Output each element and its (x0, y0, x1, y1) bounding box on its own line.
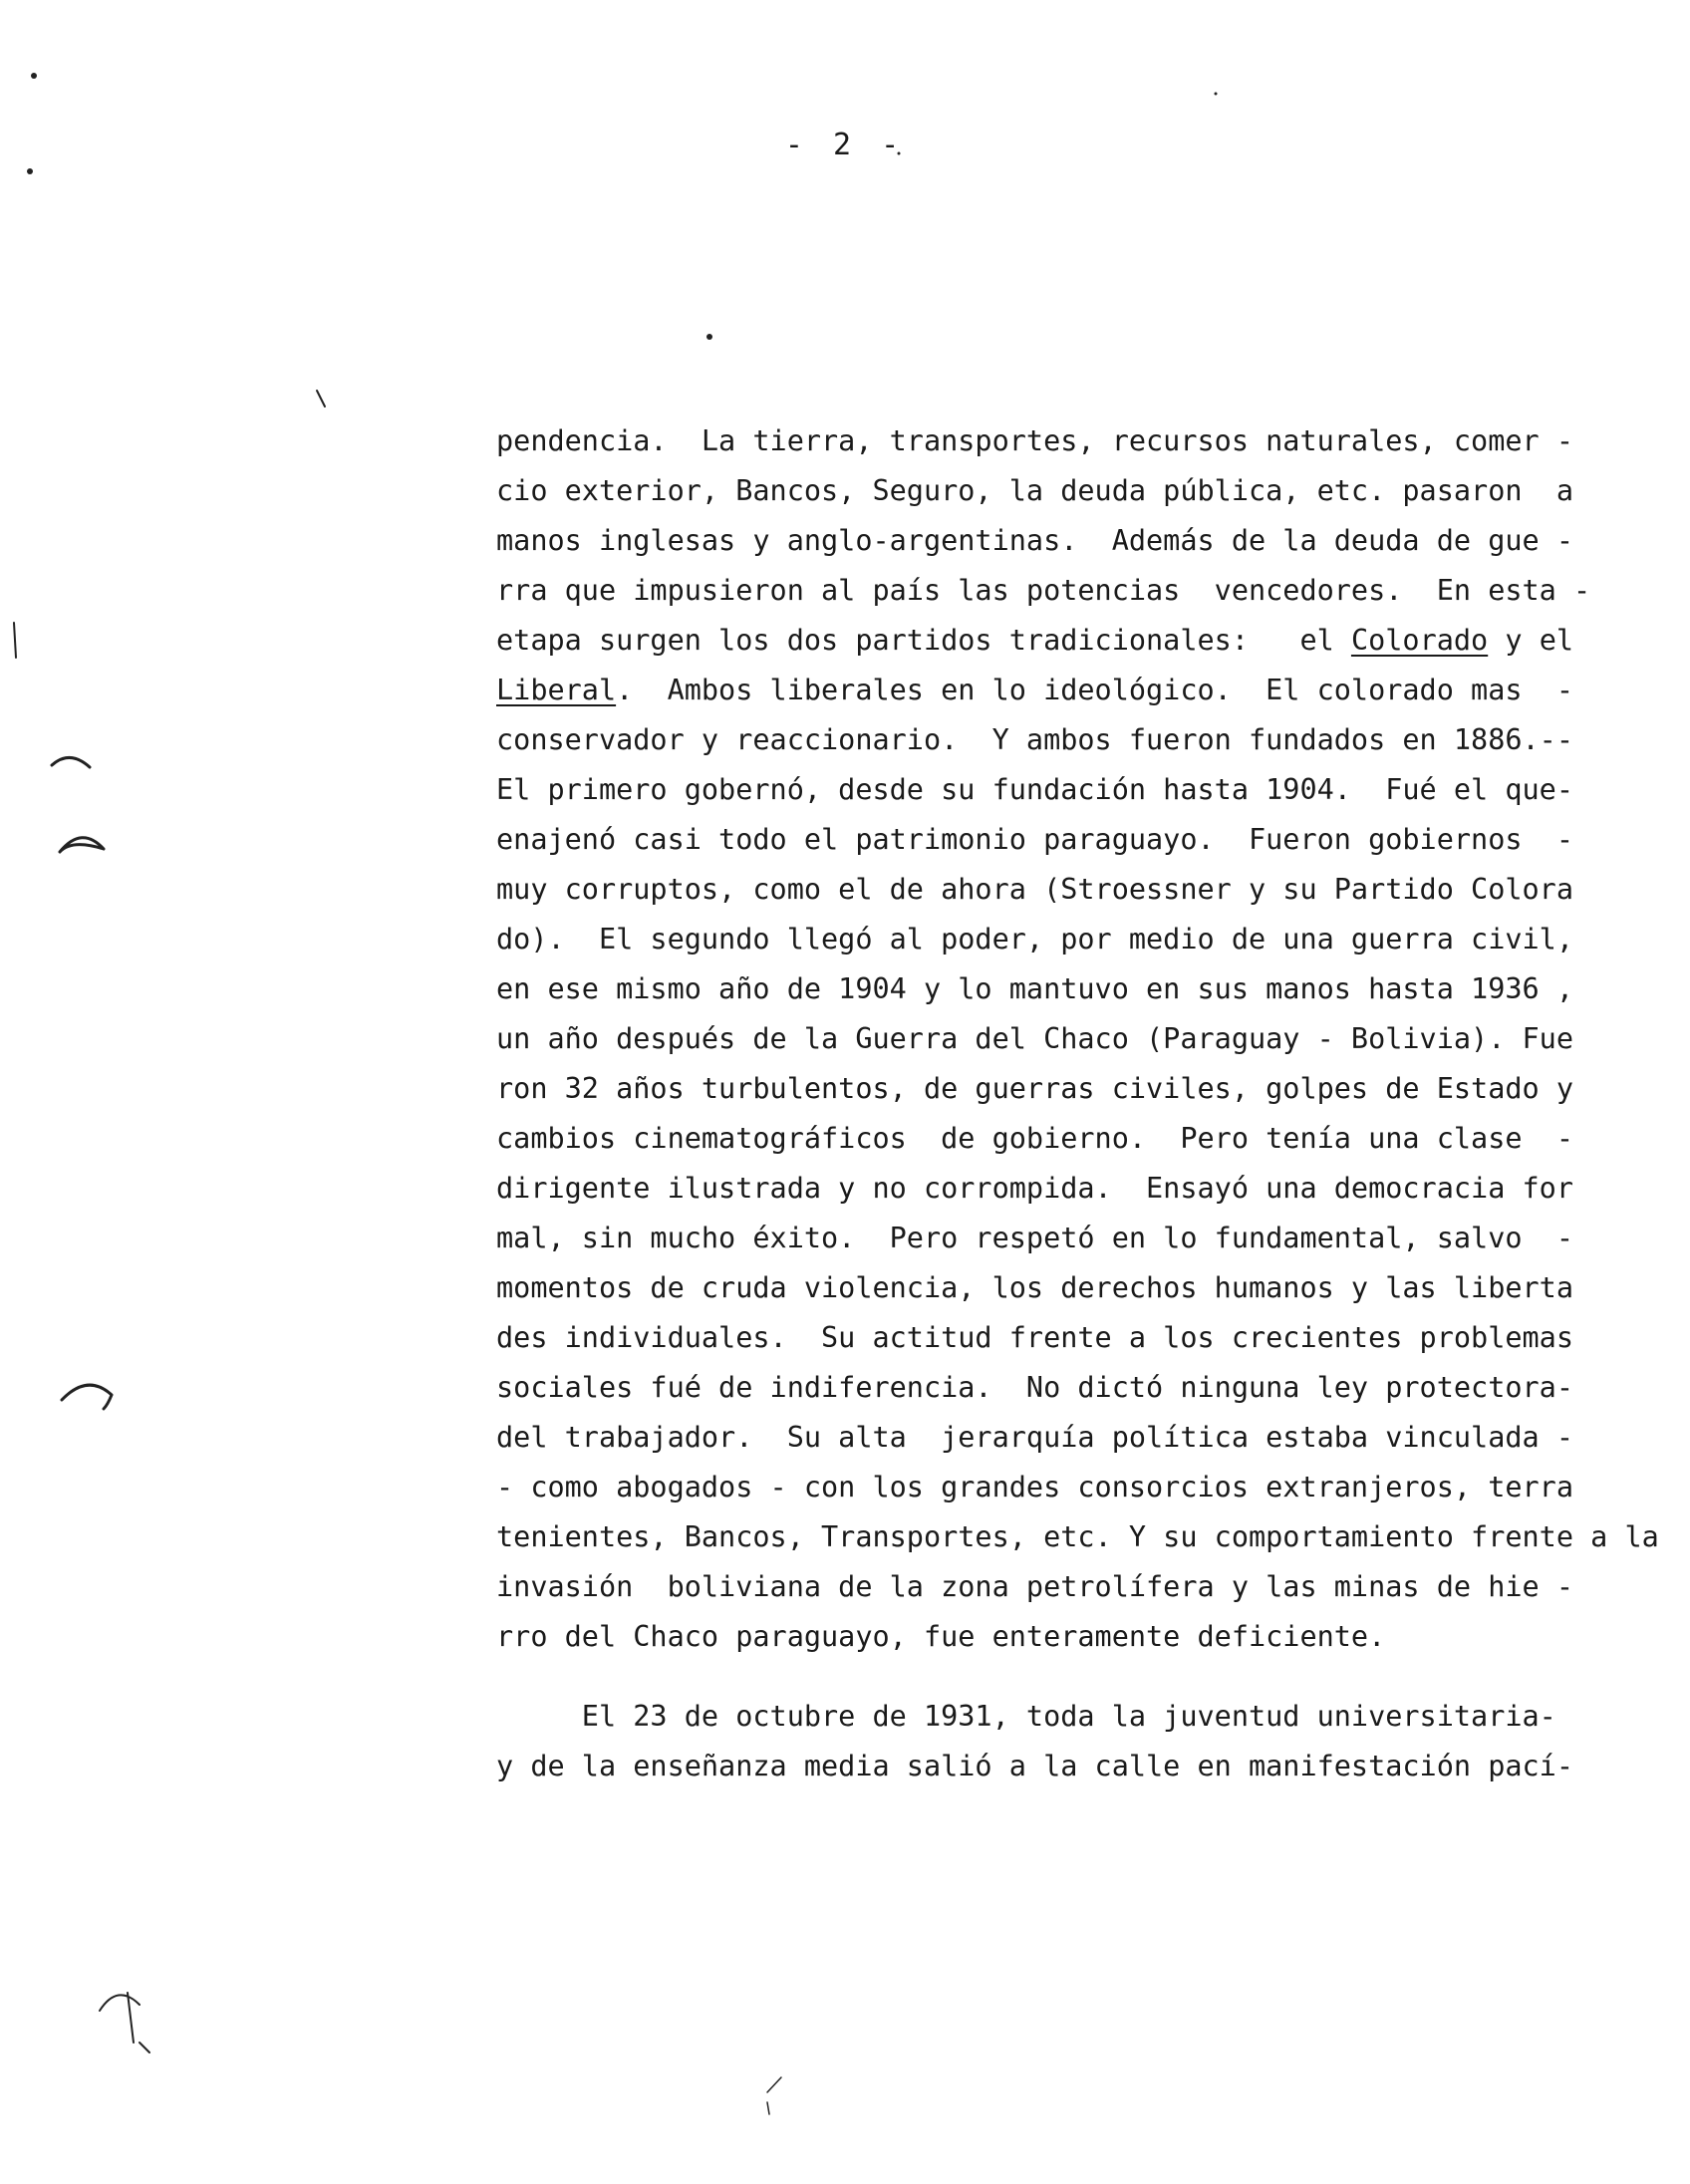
text-segment: ron 32 años turbulentos, de guerras civiles, golpes de Estado y (496, 1072, 1573, 1105)
text-line (496, 1114, 1682, 1164)
text-segment: enajenó casi todo el patrimonio paraguayo. Fueron gobiernos - (496, 823, 1573, 856)
text-line (496, 466, 1682, 516)
text-segment: El 23 de octubre de 1931, toda la juventud universitaria- (496, 1700, 1556, 1733)
text-segment: muy corruptos, como el de ahora (Stroessner y su Partido Colora (496, 873, 1573, 906)
text-line (496, 715, 1682, 765)
text-segment: cio exterior, Bancos, Seguro, la deuda pública, etc. pasaron a (496, 474, 1573, 507)
text-line (496, 616, 1682, 666)
text-line (496, 1363, 1682, 1413)
text-line (496, 1164, 1682, 1214)
text-segment: El primero gobernó, desde su fundación hasta 1904. Fué el que- (496, 773, 1573, 806)
margin-bracket-mark (52, 757, 90, 767)
text-line (496, 666, 1682, 715)
paragraph-gap (496, 1662, 1682, 1692)
text-segment: tenientes, Bancos, Transportes, etc. Y su comportamiento frente a la (496, 1520, 1659, 1553)
text-line (496, 1463, 1682, 1512)
scan-dot (1215, 93, 1218, 96)
paragraph (496, 416, 1682, 1662)
text-line (496, 815, 1682, 865)
text-line (496, 1313, 1682, 1363)
text-segment: . Ambos liberales en lo ideológico. El colorado mas - (616, 674, 1573, 706)
text-segment: manos inglesas y anglo-argentinas. Además de la deuda de gue - (496, 524, 1573, 557)
text-line (496, 765, 1682, 815)
text-line (496, 865, 1682, 915)
text-line (496, 1742, 1682, 1791)
text-segment: - como abogados - con los grandes consorcios extranjeros, terra (496, 1471, 1573, 1503)
text-line (496, 1562, 1682, 1612)
stray-mark (767, 2077, 781, 2114)
margin-tick-mark (14, 623, 16, 658)
text-segment: cambios cinematográficos de gobierno. Pero tenía una clase - (496, 1122, 1573, 1155)
underlined-party-name: Colorado (1350, 624, 1489, 657)
text-segment: rra que impusieron al país las potencias vencedores. En esta - (496, 574, 1591, 607)
text-segment: y de la enseñanza media salió a la calle en manifestación pací- (496, 1750, 1573, 1782)
text-segment: en ese mismo año de 1904 y lo mantuvo en sus manos hasta 1936 , (496, 972, 1573, 1005)
text-segment: rro del Chaco paraguayo, fue enteramente deficiente. (496, 1620, 1386, 1653)
page-number: - 2 - (784, 128, 906, 162)
text-segment: dirigente ilustrada y no corrompida. Ensayó una democracia for (496, 1172, 1573, 1205)
handwritten-scribble-mark (100, 1993, 149, 2052)
text-line (496, 1512, 1682, 1562)
text-segment: mal, sin mucho éxito. Pero respetó en lo fundamental, salvo - (496, 1222, 1573, 1254)
text-line (496, 915, 1682, 964)
text-segment: un año después de la Guerra del Chaco (Paraguay - Bolivia). Fue (496, 1022, 1573, 1055)
text-line (496, 1612, 1682, 1662)
text-segment: do). El segundo llegó al poder, por medio de una guerra civil, (496, 923, 1573, 956)
text-line (496, 1214, 1682, 1263)
text-segment: pendencia. La tierra, transportes, recursos naturales, comer - (496, 424, 1573, 457)
paragraph (496, 1692, 1682, 1791)
scan-dot (31, 73, 37, 79)
text-line (496, 1263, 1682, 1313)
text-segment: momentos de cruda violencia, los derechos humanos y las liberta (496, 1271, 1573, 1304)
margin-bracket-mark (62, 1385, 112, 1409)
underlined-party-name: Liberal (496, 674, 617, 706)
stray-mark (317, 391, 325, 407)
text-line (496, 516, 1682, 566)
scan-dot (706, 334, 712, 340)
text-line (496, 566, 1682, 616)
margin-bracket-mark (60, 838, 104, 852)
text-line (496, 1064, 1682, 1114)
text-line (496, 1014, 1682, 1064)
text-segment: etapa surgen los dos partidos tradicionales: el (496, 624, 1351, 657)
text-segment: conservador y reaccionario. Y ambos fueron fundados en 1886.-- (496, 723, 1573, 756)
scan-dot (27, 168, 33, 174)
text-segment: sociales fué de indiferencia. No dictó ninguna ley protectora- (496, 1371, 1573, 1404)
text-segment: des individuales. Su actitud frente a los crecientes problemas (496, 1321, 1573, 1354)
text-line (496, 416, 1682, 466)
text-line (496, 964, 1682, 1014)
text-segment: del trabajador. Su alta jerarquía política estaba vinculada - (496, 1421, 1573, 1454)
text-line (496, 1413, 1682, 1463)
text-segment: y el (1488, 624, 1574, 657)
text-line (496, 1692, 1682, 1742)
text-segment: invasión boliviana de la zona petrolífera y las minas de hie - (496, 1570, 1573, 1603)
body-text (496, 416, 1682, 1791)
